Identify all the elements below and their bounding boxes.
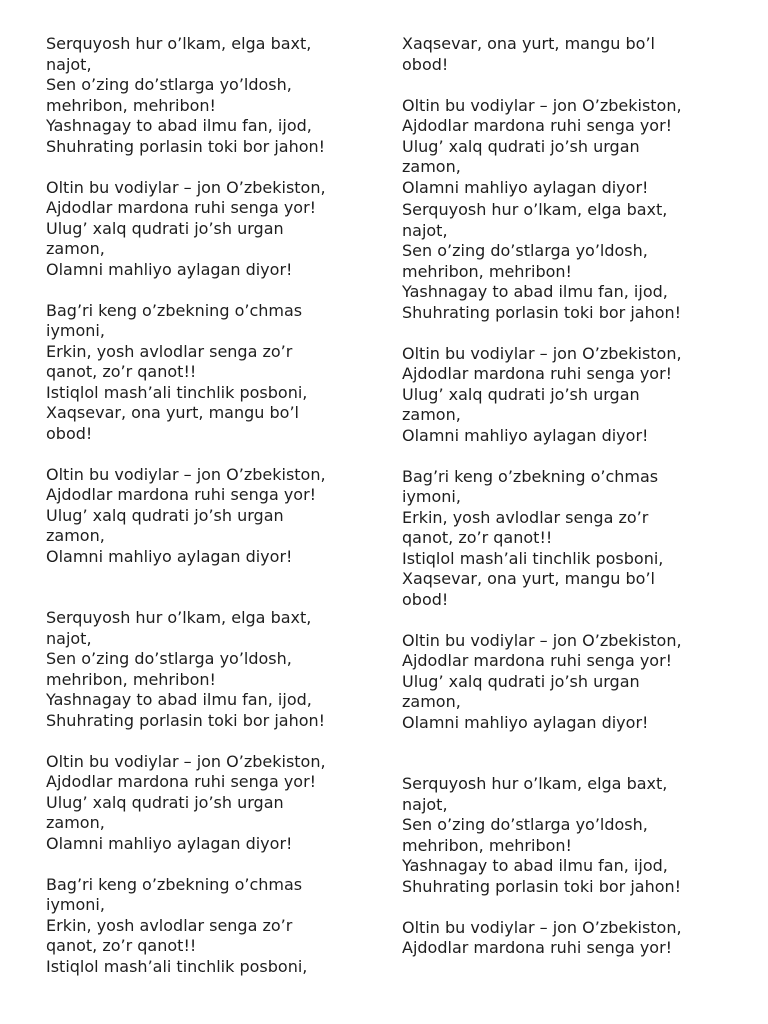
left-text-column — [46, 34, 366, 977]
verse-line: Ajdodlar mardona ruhi senga yor! — [402, 116, 673, 135]
verse-line: Ajdodlar mardona ruhi senga yor! — [46, 198, 317, 217]
verse-line: zamon, — [46, 239, 105, 258]
verse-line: obod! — [46, 423, 93, 443]
verse-line: Oltin bu vodiylar – jon O’zbekiston, — [46, 751, 326, 771]
verse-line: Shuhrating porlasin toki bor jahon! — [46, 710, 326, 730]
stanza-break — [402, 75, 732, 96]
verse-line: Serquyosh hur o’lkam, elga baxt, — [46, 34, 312, 53]
verse-line: iymoni, — [402, 487, 461, 506]
verse-line: Ulug’ xalq qudrati jo’sh urgan — [402, 136, 640, 156]
verse-line: Ulug’ xalq qudrati jo’sh urgan — [402, 671, 640, 691]
verse-line: zamon, — [402, 405, 461, 424]
verse-line: najot, — [46, 54, 92, 74]
verse-line: Sen o’zing do’stlarga yo’ldosh, — [402, 241, 648, 260]
verse-line: Olamni mahliyo aylagan diyor! — [402, 712, 649, 732]
verse-line: Oltin bu vodiylar – jon O’zbekiston, — [402, 343, 682, 363]
verse-line: Ulug’ xalq qudrati jo’sh urgan — [46, 792, 284, 812]
verse-line: Yashnagay to abad ilmu fan, ijod, — [402, 282, 668, 301]
verse-line: Sen o’zing do’stlarga yo’ldosh, — [46, 649, 292, 668]
verse-line: qanot, zo’r qanot!! — [402, 528, 553, 547]
verse-line: Shuhrating porlasin toki bor jahon! — [46, 136, 326, 156]
verse-line: Olamni mahliyo aylagan diyor! — [46, 546, 293, 566]
stanza-break — [46, 567, 366, 588]
verse-line: Serquyosh hur o’lkam, elga baxt, — [46, 608, 312, 627]
verse-line: Erkin, yosh avlodlar senga zo’r — [46, 341, 293, 361]
stanza-break — [46, 854, 366, 875]
verse-line: qanot, zo’r qanot!! — [46, 362, 197, 381]
verse-line: Istiqlol mash’ali tinchlik posboni, — [46, 382, 308, 402]
stanza-break — [46, 280, 366, 301]
verse-line: qanot, zo’r qanot!! — [46, 936, 197, 955]
stanza-break — [46, 731, 366, 752]
verse-line: Oltin bu vodiylar – jon O’zbekiston, — [402, 95, 682, 115]
stanza-break — [402, 610, 732, 631]
verse-line: Yashnagay to abad ilmu fan, ijod, — [46, 116, 312, 135]
verse-line: Bag’ri keng o’zbekning o’chmas — [46, 300, 303, 320]
verse-line: Olamni mahliyo aylagan diyor! — [402, 177, 649, 197]
verse-line: Olamni mahliyo aylagan diyor! — [46, 833, 293, 853]
verse-line: iymoni, — [46, 321, 105, 340]
verse-line: mehribon, mehribon! — [402, 261, 572, 281]
stanza-break — [46, 444, 366, 465]
verse-line: Shuhrating porlasin toki bor jahon! — [402, 302, 682, 322]
verse-line: Yashnagay to abad ilmu fan, ijod, — [402, 856, 668, 875]
verse-line: najot, — [402, 794, 448, 814]
verse-line: Ulug’ xalq qudrati jo’sh urgan — [46, 218, 284, 238]
stanza-break — [46, 588, 366, 609]
verse-line: mehribon, mehribon! — [46, 669, 216, 689]
verse-line: Olamni mahliyo aylagan diyor! — [402, 425, 649, 445]
verse-line: Ajdodlar mardona ruhi senga yor! — [46, 485, 317, 504]
stanza-break — [402, 446, 732, 467]
stanza-break — [402, 733, 732, 754]
verse-line: Ajdodlar mardona ruhi senga yor! — [402, 938, 673, 957]
verse-line: mehribon, mehribon! — [402, 835, 572, 855]
stanza-break — [46, 157, 366, 178]
verse-line: Erkin, yosh avlodlar senga zo’r — [402, 507, 649, 527]
verse-line: najot, — [46, 628, 92, 648]
verse-line: Ajdodlar mardona ruhi senga yor! — [402, 364, 673, 383]
verse-line: Serquyosh hur o’lkam, elga baxt, — [402, 200, 668, 219]
verse-line: Istiqlol mash’ali tinchlik posboni, — [402, 548, 664, 568]
verse-line: Yashnagay to abad ilmu fan, ijod, — [46, 690, 312, 709]
verse-line: zamon, — [402, 157, 461, 176]
verse-line: Olamni mahliyo aylagan diyor! — [46, 259, 293, 279]
verse-line: obod! — [402, 54, 449, 74]
verse-line: Xaqsevar, ona yurt, mangu bo’l — [402, 34, 655, 53]
verse-line: Bag’ri keng o’zbekning o’chmas — [402, 466, 659, 486]
verse-line: Xaqsevar, ona yurt, mangu bo’l — [402, 569, 655, 588]
verse-line: Oltin bu vodiylar – jon O’zbekiston, — [402, 917, 682, 937]
verse-line: Ajdodlar mardona ruhi senga yor! — [402, 651, 673, 670]
verse-line: Erkin, yosh avlodlar senga zo’r — [46, 915, 293, 935]
verse-line: Serquyosh hur o’lkam, elga baxt, — [402, 774, 668, 793]
verse-line: Ajdodlar mardona ruhi senga yor! — [46, 772, 317, 791]
verse-line: iymoni, — [46, 895, 105, 914]
verse-line: obod! — [402, 589, 449, 609]
verse-line: Istiqlol mash’ali tinchlik posboni, — [46, 956, 308, 976]
stanza-break — [402, 323, 732, 344]
verse-line: Bag’ri keng o’zbekning o’chmas — [46, 874, 303, 894]
verse-line: Shuhrating porlasin toki bor jahon! — [402, 876, 682, 896]
verse-line: Xaqsevar, ona yurt, mangu bo’l — [46, 403, 299, 422]
verse-line: zamon, — [46, 813, 105, 832]
verse-line: Sen o’zing do’stlarga yo’ldosh, — [402, 815, 648, 834]
verse-line: Oltin bu vodiylar – jon O’zbekiston, — [46, 177, 326, 197]
verse-line: Oltin bu vodiylar – jon O’zbekiston, — [402, 630, 682, 650]
stanza-break — [402, 897, 732, 918]
verse-line: zamon, — [402, 692, 461, 711]
verse-line: najot, — [402, 220, 448, 240]
verse-line: Sen o’zing do’stlarga yo’ldosh, — [46, 75, 292, 94]
verse-line: mehribon, mehribon! — [46, 95, 216, 115]
verse-line: zamon, — [46, 526, 105, 545]
stanza-break — [402, 754, 732, 775]
verse-line: Ulug’ xalq qudrati jo’sh urgan — [402, 384, 640, 404]
verse-line: Ulug’ xalq qudrati jo’sh urgan — [46, 505, 284, 525]
verse-line: Oltin bu vodiylar – jon O’zbekiston, — [46, 464, 326, 484]
right-text-column — [402, 34, 732, 959]
